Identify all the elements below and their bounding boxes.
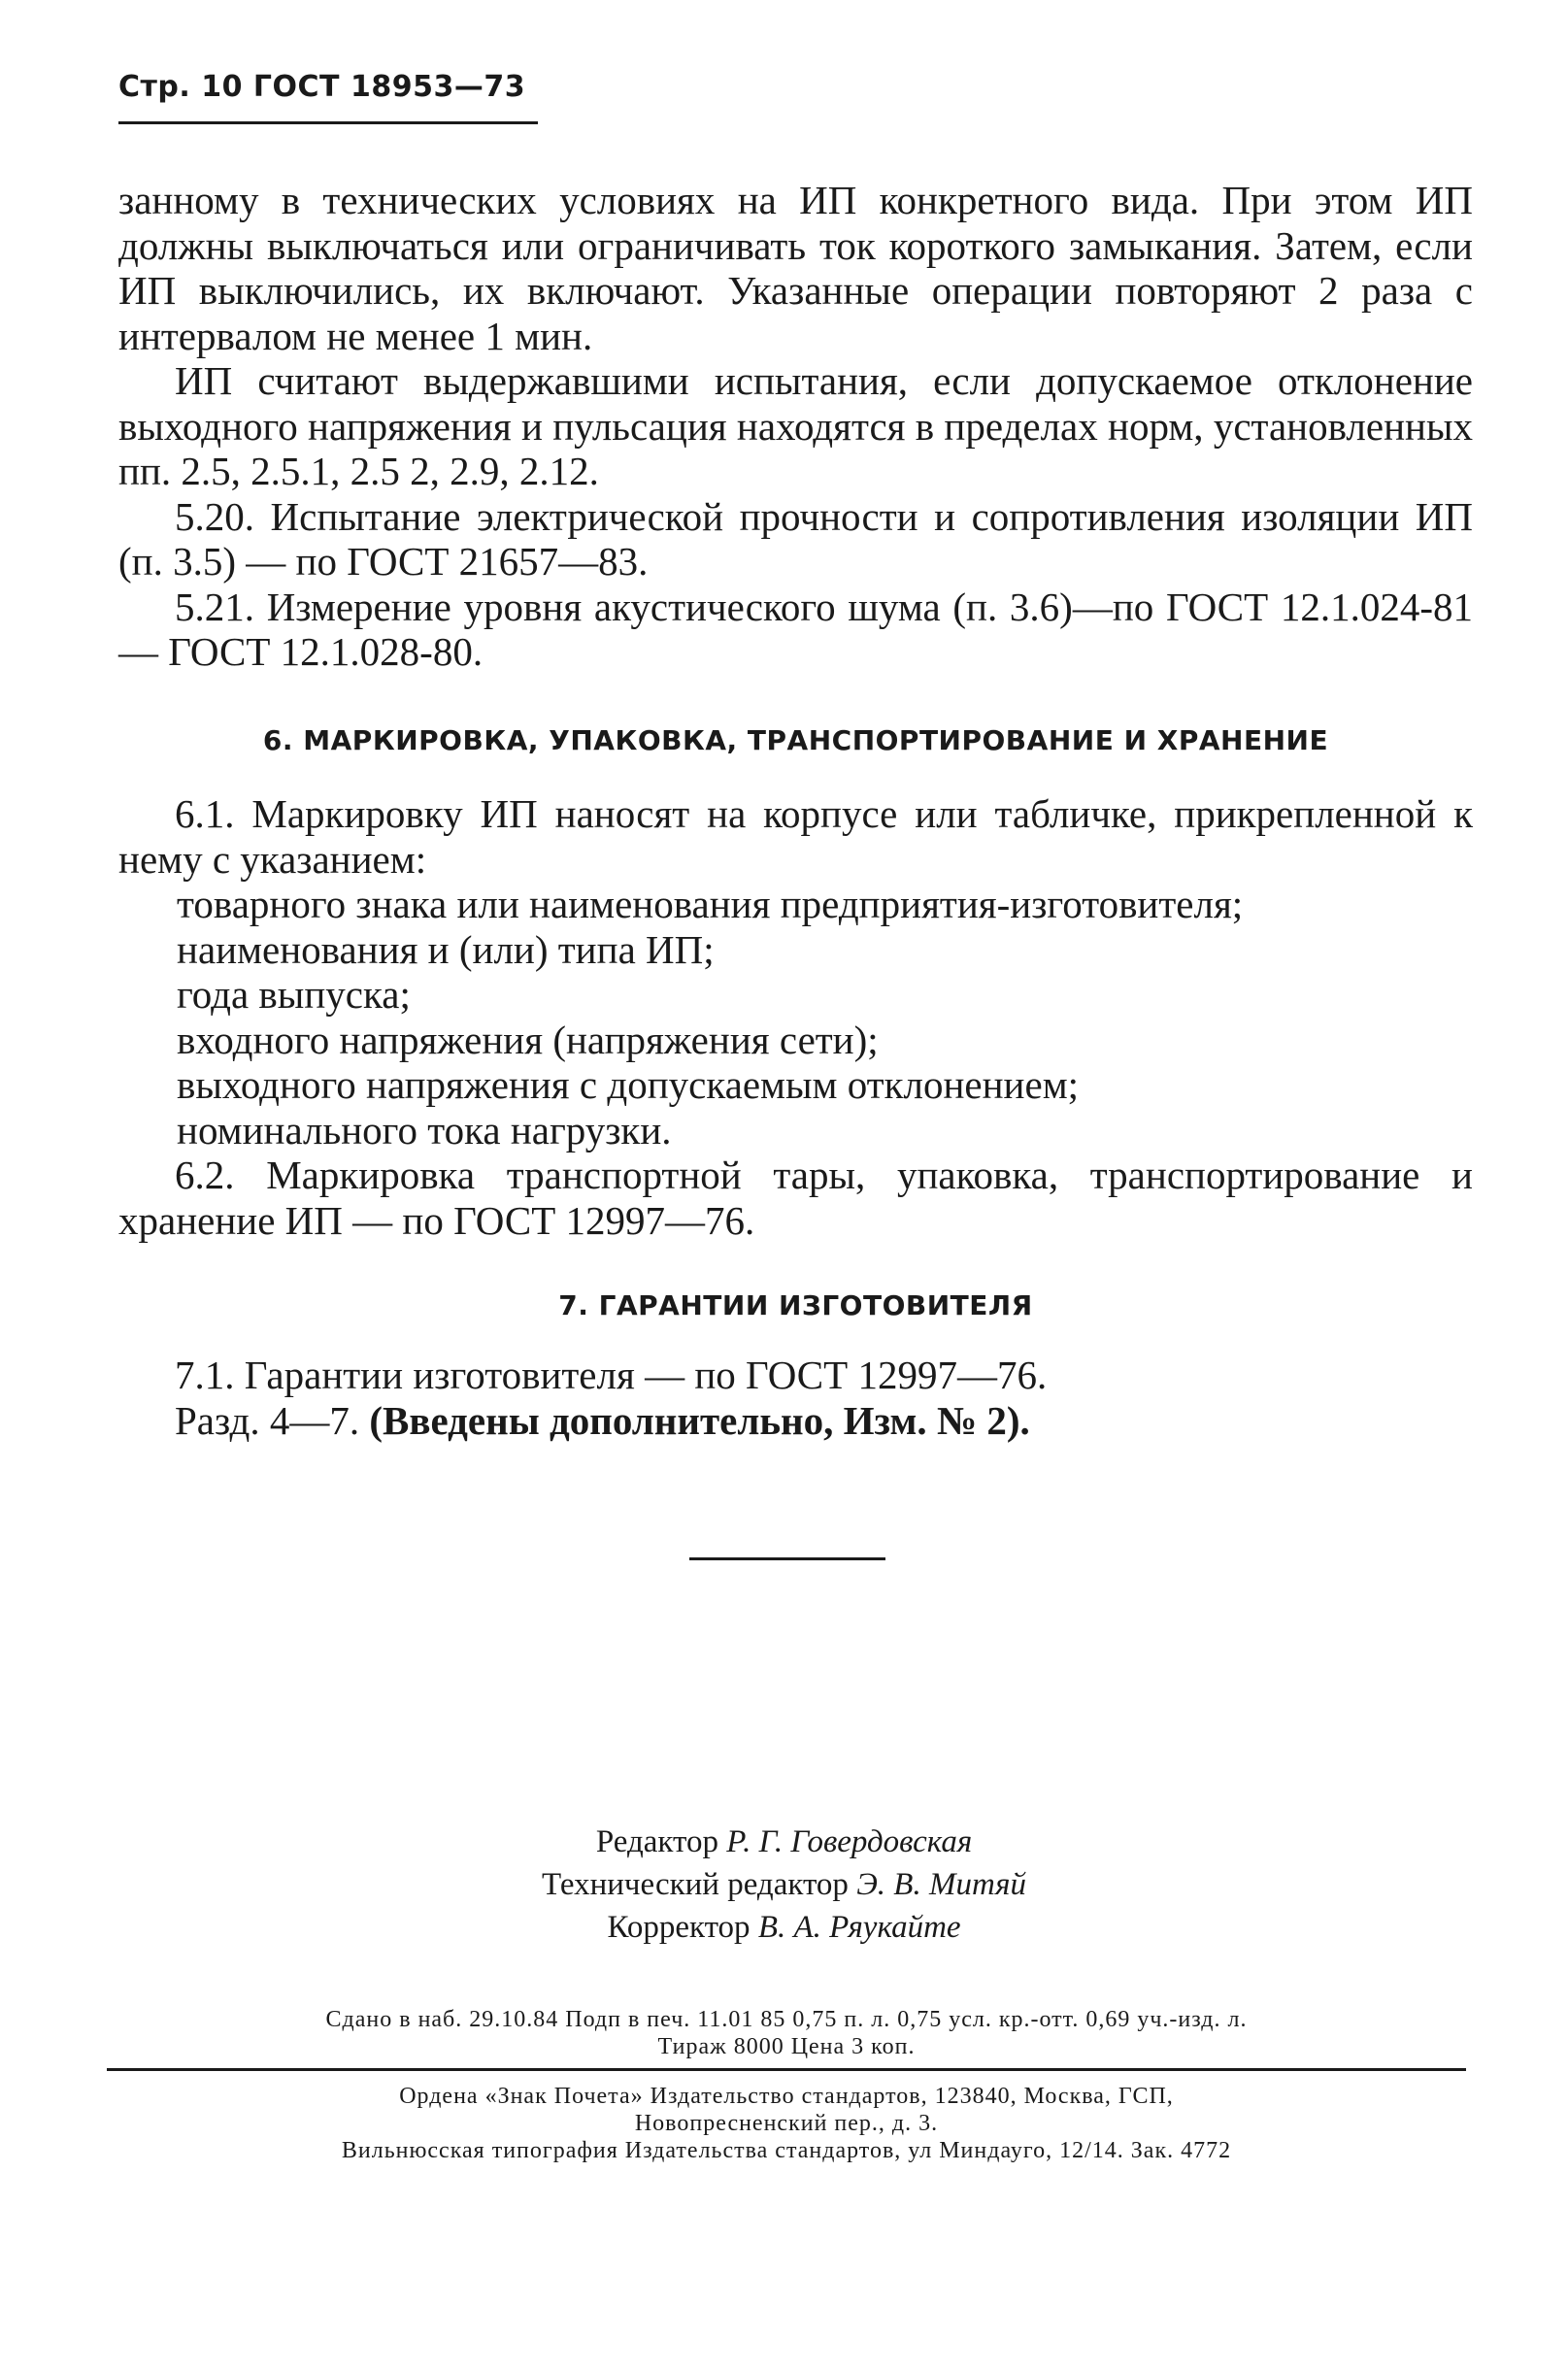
corrector-line xyxy=(0,1906,1568,1949)
imprint-line: Сдано в наб. 29.10.84 Подп в печ. 11.01 85 0,75 п. л. 0,75 усл. кр.-отт. 0,69 уч.-изд. л. xyxy=(325,2007,1248,2032)
tech-editor-label: Технический редактор xyxy=(541,1867,849,1902)
paragraph: 6.1. Маркировку ИП наносят на корпусе или табличке, прикрепленной к нему с указанием: xyxy=(118,791,1473,882)
section-7-body xyxy=(118,1353,1473,1443)
list-item: наименования и (или) типа ИП; xyxy=(177,926,715,972)
amendment-note xyxy=(118,1398,1473,1444)
imprint-top xyxy=(102,2006,1471,2060)
list-item: номинального тока нагрузки. xyxy=(177,1107,672,1153)
section-7-heading: 7. ГАРАНТИИ ИЗГОТОВИТЕЛЯ xyxy=(558,1289,1033,1321)
list-item: года выпуска; xyxy=(177,972,411,1017)
list-item: входного напряжения (напряжения сети); xyxy=(177,1017,879,1062)
imprint-bottom xyxy=(102,2083,1471,2164)
imprint-line: Ордена «Знак Почета» Издательство стандартов, 123840, Москва, ГСП, xyxy=(399,2084,1174,2109)
credits-block xyxy=(0,1821,1568,1949)
corrector-label: Корректор xyxy=(607,1910,751,1945)
section-6-body xyxy=(118,791,1473,1243)
paragraph: 7.1. Гарантии изготовителя — по ГОСТ 12997—76. xyxy=(175,1353,1048,1397)
editor-name: Р. Г. Говердовская xyxy=(726,1824,973,1859)
editor-label: Редактор xyxy=(595,1824,718,1859)
imprint-line: Вильнюсская типография Издательства стандартов, ул Миндауго, 12/14. Зак. 4772 xyxy=(341,2138,1232,2163)
page-header: Стр. 10 ГОСТ 18953—73 xyxy=(118,70,526,104)
section-6-heading: 6. МАРКИРОВКА, УПАКОВКА, ТРАНСПОРТИРОВАНИЕ И ХРАНЕНИЕ xyxy=(262,724,1329,756)
paragraph: 6.2. Маркировка транспортной тары, упаковка, транспортирование и хранение ИП — по ГОСТ 12997—76. xyxy=(118,1153,1473,1243)
amendment-bold: (Введены дополнительно, Изм. № 2). xyxy=(369,1397,1030,1443)
corrector-name: В. А. Ряукайте xyxy=(757,1910,961,1945)
paragraph: занному в технических условиях на ИП конкретного вида. При этом ИП должны выключаться или ограничивать ток короткого замыкания. Затем, если ИП выключились, их включают. Указанные операции повторяют 2 раза с интервалом не менее 1 мин. xyxy=(118,178,1473,358)
amendment-prefix: Разд. 4—7. xyxy=(175,1397,360,1443)
imprint-line: Тираж 8000 Цена 3 коп. xyxy=(657,2034,916,2059)
paragraph: 5.20. Испытание электрической прочности и сопротивления изоляции ИП (п. 3.5) — по ГОСТ 21657—83. xyxy=(118,493,1473,584)
tech-editor-line xyxy=(0,1863,1568,1906)
center-divider xyxy=(689,1557,885,1560)
section5-continuation xyxy=(118,178,1473,675)
tech-editor-name: Э. В. Митяй xyxy=(856,1867,1027,1902)
list-item: товарного знака или наименования предприятия-изготовителя; xyxy=(177,882,1244,926)
list-item: выходного напряжения с допускаемым отклонением; xyxy=(177,1062,1080,1107)
imprint-line: Новопресненский пер., д. 3. xyxy=(634,2111,939,2136)
paragraph: 5.21. Измерение уровня акустического шума (п. 3.6)—по ГОСТ 12.1.024-81 — ГОСТ 12.1.028-80. xyxy=(118,584,1473,674)
header-rule xyxy=(118,121,538,124)
imprint-rule xyxy=(107,2068,1466,2071)
editor-line xyxy=(0,1821,1568,1863)
paragraph: ИП считают выдержавшими испытания, если допускаемое отклонение выходного напряжения и пульсация находятся в пределах норм, установленных пп. 2.5, 2.5.1, 2.5 2, 2.9, 2.12. xyxy=(118,358,1473,493)
